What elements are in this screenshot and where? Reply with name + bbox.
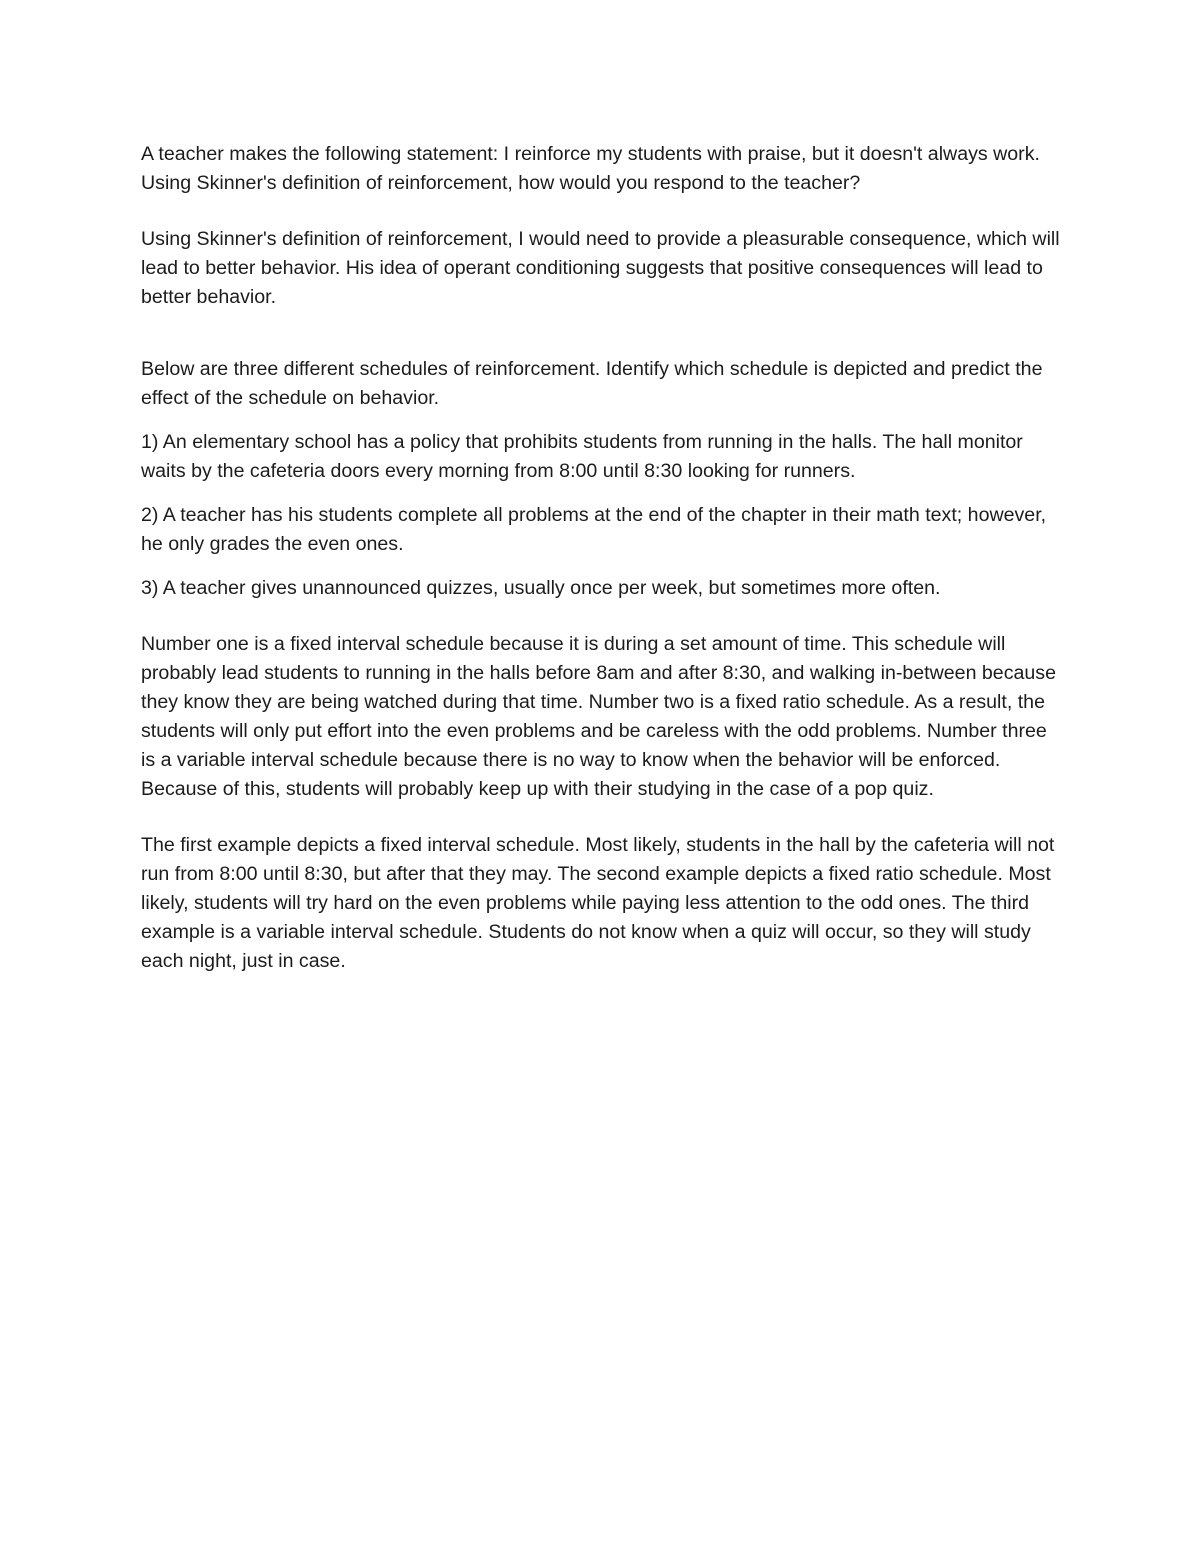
question-1-text: A teacher makes the following statement: I reinforce my students with praise, but it doesn't always work. Using Skinner's definition of reinforcement, how would you respond to the teacher? [141, 143, 1040, 194]
schedule-item-2: 2) A teacher has his students complete all problems at the end of the chapter in their math text; however, he only grades the even ones. [141, 504, 1047, 555]
answer-2a-text: Number one is a fixed interval schedule because it is during a set amount of time. This schedule will probably lead students to running in the halls before 8am and after 8:30, and walking in-between because they know they are being watched during that time. Number two is a fixed ratio schedule. As a result, the students will only put effort into the even problems and be careless with the odd problems. Number three is a variable interval schedule because there is no way to know when the behavior will be enforced. Because of this, students will probably keep up with their studying in the case of a pop quiz. [141, 633, 1056, 800]
question-2-intro: Below are three different schedules of reinforcement. Identify which schedule is depicted and predict the effect of the schedule on behavior. [141, 358, 1043, 409]
schedule-item-1: 1) An elementary school has a policy that prohibits students from running in the halls. The hall monitor waits by the cafeteria doors every morning from 8:00 until 8:30 looking for runners. [141, 431, 1023, 482]
document-body [141, 140, 1066, 976]
answer-1-text: Using Skinner's definition of reinforcement, I would need to provide a pleasurable consequence, which will lead to better behavior. His idea of operant conditioning suggests that positive consequences will lead to better behavior. [141, 228, 1060, 308]
schedule-item-3: 3) A teacher gives unannounced quizzes, usually once per week, but sometimes more often. [141, 577, 941, 599]
answer-2b-text: The first example depicts a fixed interval schedule. Most likely, students in the hall by the cafeteria will not run from 8:00 until 8:30, but after that they may. The second example depicts a fixed ratio schedule. Most likely, students will try hard on the even problems while paying less attention to the odd ones. The third example is a variable interval schedule. Students do not know when a quiz will occur, so they will study each night, just in case. [141, 834, 1055, 972]
